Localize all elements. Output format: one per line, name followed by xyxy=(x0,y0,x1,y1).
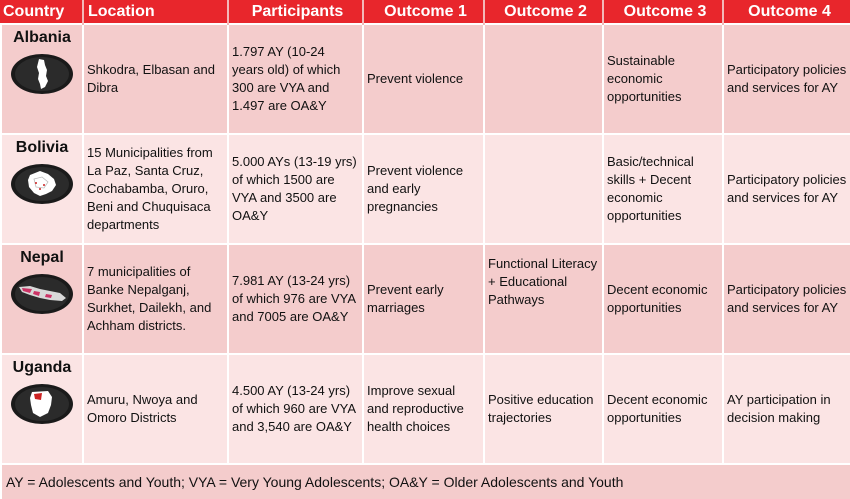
country-cell xyxy=(1,244,83,354)
participants-cell: 1.797 AY (10-24 years old) of which 300 are VYA and 1.497 are OA&Y xyxy=(228,24,363,134)
outcome-1-cell: Prevent violence xyxy=(363,24,484,134)
outcome-2-cell: Positive education trajectories xyxy=(484,354,603,464)
header-participants: Participants xyxy=(228,0,363,24)
header-outcome-4: Outcome 4 xyxy=(723,0,850,24)
country-name: Nepal xyxy=(20,248,64,266)
outcome-4-cell: Participatory policies and services for AY xyxy=(723,134,850,244)
footnote: AY = Adolescents and Youth; VYA = Very Young Adolescents; OA&Y = Older Adolescents and Youth xyxy=(1,464,850,499)
outcome-3-cell: Sustainable economic opportunities xyxy=(603,24,723,134)
outcome-2-cell xyxy=(484,24,603,134)
header-outcome-3: Outcome 3 xyxy=(603,0,723,24)
participants-cell: 5.000 AYs (13-19 yrs) of which 1500 are VYA and 3500 are OA&Y xyxy=(228,134,363,244)
country-cell xyxy=(1,134,83,244)
participants-cell: 4.500 AY (13-24 yrs) of which 960 are VYA and 3,540 are OA&Y xyxy=(228,354,363,464)
outcome-1-cell: Improve sexual and reproductive health choices xyxy=(363,354,484,464)
outcome-2-cell: Functional Literacy + Educational Pathways xyxy=(484,244,603,354)
outcome-4-cell: AY participation in decision making xyxy=(723,354,850,464)
participants-cell: 7.981 AY (13-24 yrs) of which 976 are VYA and 7005 are OA&Y xyxy=(228,244,363,354)
header-country: Country xyxy=(1,0,83,24)
location-cell: Shkodra, Elbasan and Dibra xyxy=(83,24,228,134)
table-row-bolivia xyxy=(1,134,850,244)
albania-map-icon xyxy=(10,53,74,95)
country-name: Albania xyxy=(13,29,71,46)
table-row-uganda xyxy=(1,354,850,464)
outcome-3-cell: Basic/technical skills + Decent economic opportunities xyxy=(603,134,723,244)
table-row-nepal xyxy=(1,244,850,354)
header-row xyxy=(1,0,850,24)
country-name: Bolivia xyxy=(15,138,69,156)
country-name: Uganda xyxy=(12,358,72,376)
footnote-row xyxy=(1,464,850,499)
outcome-3-cell: Decent economic opportunities xyxy=(603,244,723,354)
header-outcome-1: Outcome 1 xyxy=(363,0,484,24)
header-location: Location xyxy=(83,0,228,24)
country-cell xyxy=(1,354,83,464)
header-outcome-2: Outcome 2 xyxy=(484,0,603,24)
nepal-map-icon xyxy=(10,273,74,315)
outcome-3-cell: Decent economic opportunities xyxy=(603,354,723,464)
uganda-map-icon xyxy=(10,383,74,425)
outcome-4-cell: Participatory policies and services for AY xyxy=(723,24,850,134)
bolivia-map-icon xyxy=(10,163,74,205)
outcome-2-cell xyxy=(484,134,603,244)
outcome-4-cell: Participatory policies and services for AY xyxy=(723,244,850,354)
location-cell: Amuru, Nwoya and Omoro Districts xyxy=(83,354,228,464)
outcome-1-cell: Prevent violence and early pregnancies xyxy=(363,134,484,244)
outcome-1-cell: Prevent early marriages xyxy=(363,244,484,354)
location-cell: 15 Municipalities from La Paz, Santa Cruz, Cochabamba, Oruro, Beni and Chuquisaca departments xyxy=(83,134,228,244)
table-row-albania xyxy=(1,24,850,134)
country-cell xyxy=(1,24,83,134)
location-cell: 7 municipalities of Banke Nepalganj, Surkhet, Dailekh, and Achham districts. xyxy=(83,244,228,354)
